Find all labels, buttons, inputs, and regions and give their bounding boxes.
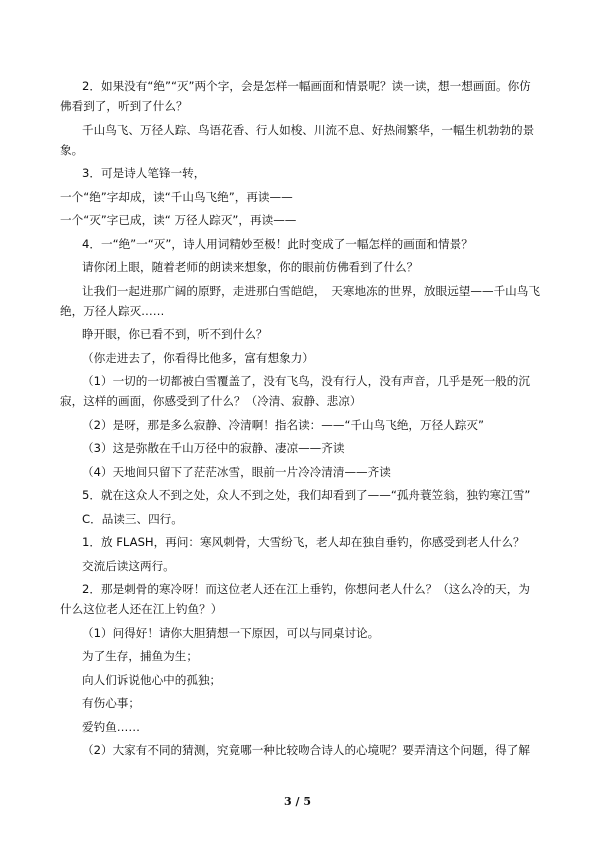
section-heading: C．品读三、四行。	[82, 511, 183, 526]
paragraph: 一个“绝”字却成，读“千山鸟飞绝”，再读——	[60, 189, 293, 204]
paragraph: （3）这是弥散在千山万径中的寂静、凄凉——齐读	[82, 441, 345, 455]
paragraph: 5．就在这众人不到之处，众人不到之处，我们却看到了——“孤舟蓑笠翁，独钓寒江雪”	[82, 488, 531, 502]
paragraph: （1）问得好！请你大胆猜想一下原因，可以与同桌讨论。	[82, 625, 380, 640]
paragraph: 2．那是刺骨的寒冷呀！而这位老人还在江上垂钓，你想问老人什么？（这么冷的天，为什么这位老人还在江上钓鱼？）	[60, 582, 530, 616]
paragraph: 1．放 FLASH，再问：寒风刺骨，大雪纷飞，老人却在独自垂钓，你感受到老人什么？	[82, 535, 525, 549]
paragraph: （2）是呀，那是多么寂静、冷清啊！指名读：——“千山鸟飞绝，万径人踪灭”	[82, 417, 484, 432]
paragraph: （4）天地间只留下了茫茫冰雪，眼前一片冷冷清清——齐读	[82, 464, 391, 479]
paragraph: （你走进去了，你看得比他多，富有想象力）	[82, 350, 314, 365]
paragraph: 爱钓鱼……	[82, 719, 140, 734]
paragraph: 向人们诉说他心中的孤独；	[82, 672, 222, 687]
paragraph: 为了生存，捕鱼为生；	[82, 649, 198, 663]
paragraph: 睁开眼，你已看不到，听不到什么？	[82, 327, 268, 341]
page-number: 3 / 5	[284, 795, 311, 808]
paragraph: 请你闭上眼，随着老师的朗读来想象，你的眼前仿佛看到了什么？	[82, 260, 419, 274]
paragraph: 交流后读这两行。	[82, 558, 175, 573]
paragraph: （2）大家有不同的猜测，究竟哪一种比较吻合诗人的心境呢？要弄清这个问题，得了解	[82, 743, 530, 757]
paragraph: 4．一“绝”一“灭”，诗人用词精妙至极！此时变成了一幅怎样的画面和情景？	[82, 236, 473, 251]
document-body	[60, 76, 540, 764]
paragraph: 让我们一起进那广阔的原野，走进那白雪皑皑， 天寒地冻的世界，放眼远望——千山鸟飞绝，万径人踪灭……	[60, 283, 540, 318]
paragraph: （1）一切的一切都被白雪覆盖了，没有飞鸟，没有行人，没有声音，几乎是死一般的沉寂，这样的画面，你感受到了什么？（冷清、寂静、悲凉）	[60, 374, 530, 408]
paragraph: 3．可是诗人笔锋一转，	[82, 166, 206, 180]
paragraph: 千山鸟飞、万径人踪、鸟语花香、行人如梭、川流不息、好热闹繁华，一幅生机勃勃的景象。	[60, 122, 535, 157]
paragraph: 2．如果没有“绝”“灭”两个字，会是怎样一幅画面和情景呢？读一读，想一想画面。你仿佛看到了，听到了什么？	[60, 79, 531, 113]
paragraph: 有伤心事；	[82, 696, 140, 710]
paragraph: 一个“灭”字已成，读“ 万径人踪灭”，再读——	[60, 213, 297, 227]
